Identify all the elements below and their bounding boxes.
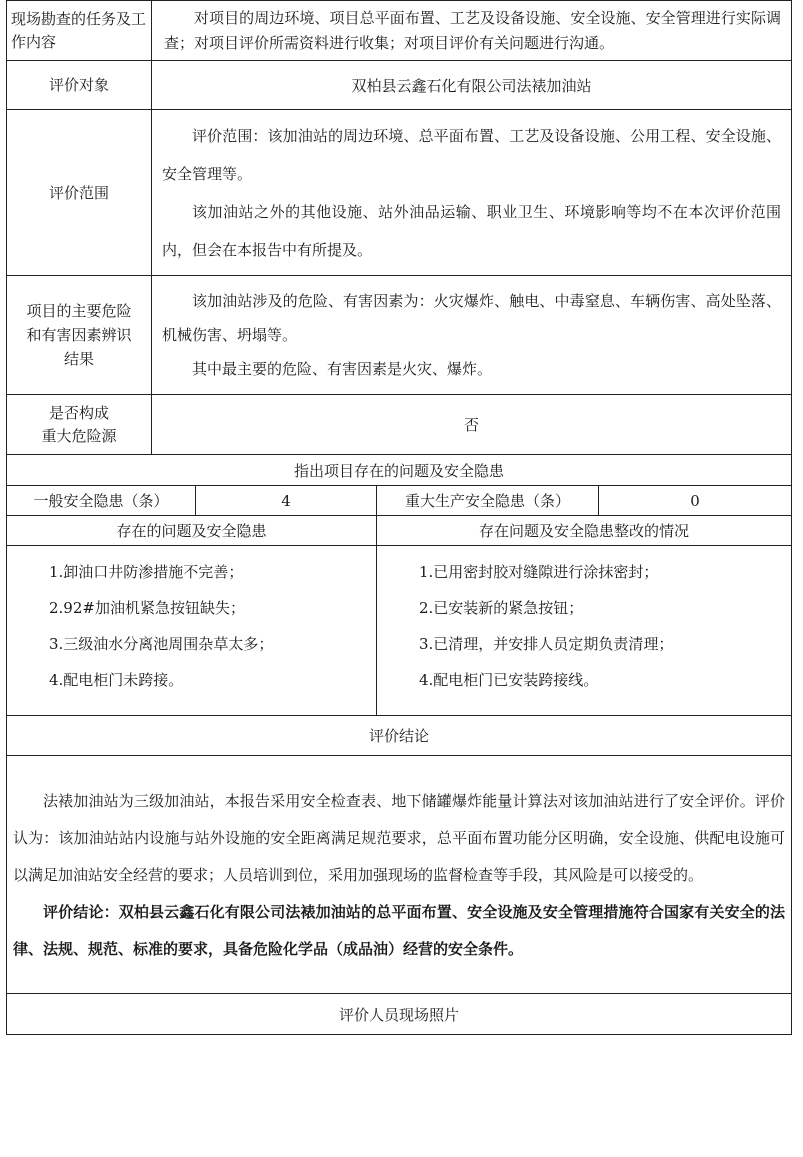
major-hazard-label <box>7 395 152 455</box>
list-item: 2.92#加油机紧急按钮缺失； <box>49 599 245 617</box>
hazard-paragraph-2: 其中最主要的危险、有害因素是火灾、爆炸。 <box>192 360 493 378</box>
hazard-label-line-3: 结果 <box>63 350 94 368</box>
major-hazard-count-label: 重大生产安全隐患（条） <box>377 486 599 516</box>
major-hazard-count-value: 0 <box>599 486 792 516</box>
list-item: 4.配电柜门已安装跨接线。 <box>419 671 599 689</box>
object-label: 评价对象 <box>7 61 152 110</box>
general-hazard-count-value: 4 <box>196 486 377 516</box>
list-item: 2.已安装新的紧急按钮； <box>419 599 584 617</box>
object-value: 双柏县云鑫石化有限公司法裱加油站 <box>152 61 792 110</box>
row-lists <box>7 546 792 716</box>
row-object <box>7 61 792 110</box>
list-item: 1.卸油口井防渗措施不完善； <box>49 563 244 581</box>
conclusion-cell <box>7 756 792 994</box>
row-issues-header <box>7 455 792 486</box>
major-hazard-label-line-1: 是否构成 <box>48 403 109 422</box>
rectification-list-header: 存在问题及安全隐患整改的情况 <box>377 516 792 546</box>
hazard-label <box>7 276 152 395</box>
conclusion-header: 评价结论 <box>7 716 792 756</box>
scope-paragraph-1: 评价范围：该加油站的周边环境、总平面布置、工艺及设备设施、公用工程、安全设施、安全管理等。 <box>162 126 782 183</box>
list-item: 3.已清理，并安排人员定期负责清理； <box>419 635 674 653</box>
general-hazard-count-label: 一般安全隐患（条） <box>7 486 196 516</box>
row-conclusion <box>7 756 792 994</box>
major-hazard-value: 否 <box>152 395 792 455</box>
photos-header: 评价人员现场照片 <box>7 994 792 1035</box>
issues-list-header: 存在的问题及安全隐患 <box>7 516 377 546</box>
scope-label: 评价范围 <box>7 110 152 276</box>
row-photos <box>7 994 792 1035</box>
row-scope <box>7 110 792 276</box>
issues-list <box>7 546 377 716</box>
scope-cell <box>152 110 792 276</box>
row-conclusion-header <box>7 716 792 756</box>
list-item: 1.已用密封胶对缝隙进行涂抹密封； <box>419 563 659 581</box>
hazard-cell <box>152 276 792 395</box>
list-item: 4.配电柜门未跨接。 <box>49 671 184 689</box>
hazard-label-line-1: 项目的主要危险 <box>26 302 132 320</box>
hazard-paragraph-1: 该加油站涉及的危险、有害因素为：火灾爆炸、触电、中毒窒息、车辆伤害、高处坠落、机械伤害、坍塌等。 <box>162 292 782 344</box>
row-hazard <box>7 276 792 395</box>
evaluation-sheet <box>6 0 791 1035</box>
scope-paragraph-2: 该加油站之外的其他设施、站外油品运输、职业卫生、环境影响等均不在本次评价范围内，但会在本报告中有所提及。 <box>162 202 782 259</box>
conclusion-summary: 评价结论：双柏县云鑫石化有限公司法裱加油站的总平面布置、安全设施及安全管理措施符合国家有关安全的法律、法规、规范、标准的要求，具备危险化学品（成品油）经营的安全条件。 <box>13 903 786 958</box>
survey-label: 现场勘查的任务及工作内容 <box>7 1 152 61</box>
hazard-label-line-2: 和有害因素辨识 <box>26 326 132 344</box>
major-hazard-label-line-2: 重大危险源 <box>41 426 117 445</box>
row-major-hazard <box>7 395 792 455</box>
row-counts <box>7 486 792 516</box>
list-item: 3.三级油水分离池周围杂草太多； <box>49 635 274 653</box>
survey-text: 对项目的周边环境、项目总平面布置、工艺及设备设施、安全设施、安全管理进行实际调查；对项目评价所需资料进行收集；对项目评价有关问题进行沟通。 <box>152 1 792 61</box>
evaluation-table <box>6 0 792 1035</box>
issues-header: 指出项目存在的问题及安全隐患 <box>7 455 792 486</box>
row-list-headers <box>7 516 792 546</box>
rectification-list <box>377 546 792 716</box>
conclusion-paragraph: 法裱加油站为三级加油站，本报告采用安全检查表、地下储罐爆炸能量计算法对该加油站进行了安全评价。评价认为：该加油站站内设施与站外设施的安全距离满足规范要求，总平面布置功能分区明确，安全设施、供配电设施可以满足加油站安全经营的要求；人员培训到位，采用加强现场的监督检查等手段，其风险是可以接受的。 <box>13 792 786 884</box>
row-survey <box>7 1 792 61</box>
